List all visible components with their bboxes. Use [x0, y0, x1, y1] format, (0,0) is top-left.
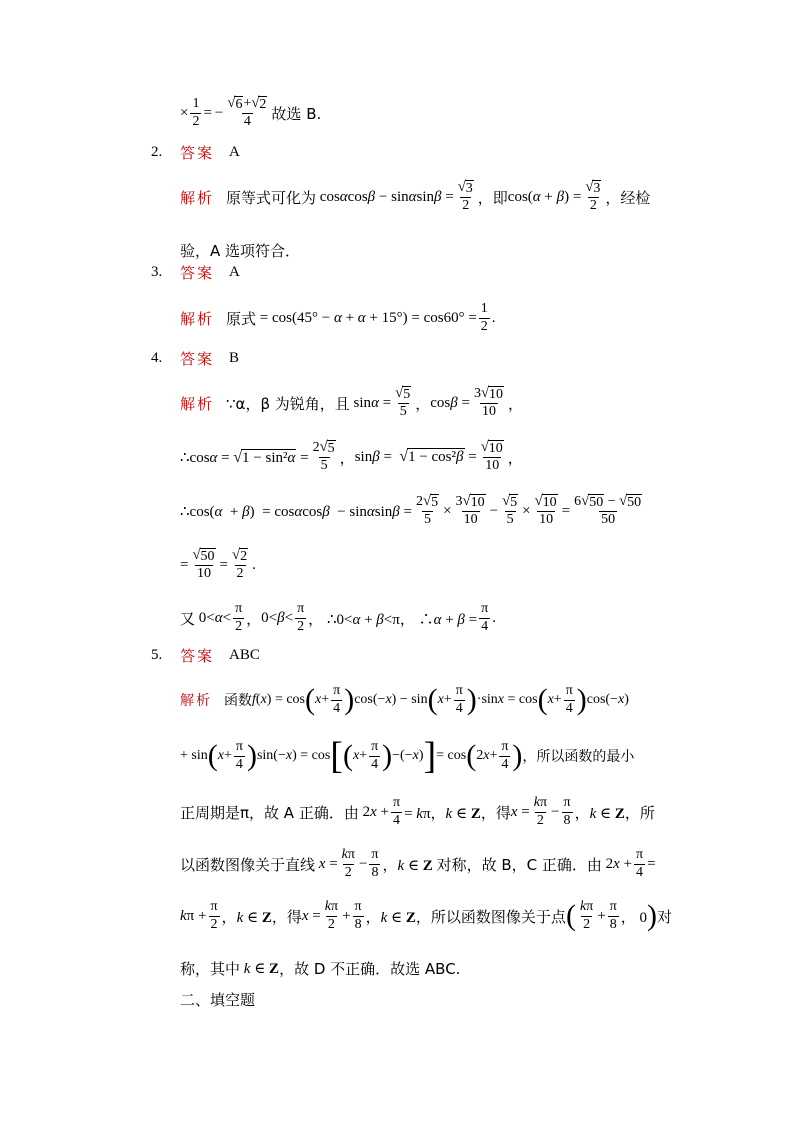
answer-value-4: B [229, 349, 240, 366]
top-formula-line: × $\frac{1}{2}$ = − √ 6 + √ 2 4 故选 B. [180, 95, 322, 130]
q5-p2: 以函数图像关于直线 [180, 855, 316, 874]
q5-sym: 对称，故 B，C 正确．由 [436, 855, 602, 874]
item-number-2: 2. [151, 143, 163, 160]
analysis-label-5: 解析 [180, 693, 212, 710]
q5-line5: kπ + $\frac{\pi}{2}$ ，k ∈ Z ，得 x = $\frac{k\pi}{2}$ + $\frac{\pi}{8}$ ，k ∈ Z ，所以函数图像关于点 ( $\frac{k\pi}{2}$ + $\frac{\pi}{8}$ ， 0 ) 对 [180, 899, 673, 933]
answer-value-5: ABC [229, 646, 260, 663]
item-number-5: 5. [151, 646, 163, 663]
q5-get2: ，得 [271, 907, 302, 926]
q5-get: ，得 [480, 803, 511, 822]
q5-min: ，所以函数的最小 [522, 749, 635, 766]
answer-label-3: 答案 [180, 263, 215, 282]
analysis-line-5: 解析 函数 f(x) = cos ( x + $\frac{\pi}{4}$ ) cos(−x) − sin ( x + $\frac{\pi}{4}$ ) ·sinx = cos ( x + $\frac{\pi}{4}$ ) cos(−x) [180, 683, 629, 717]
answer-label-2: 答案 [180, 143, 215, 162]
section-heading: 二、填空题 [180, 991, 256, 1009]
q5-func: 函数 [224, 693, 252, 710]
q5-p3b: ，故 D 不正确．故选 ABC. [279, 960, 461, 978]
analysis-line-2: 解析 原等式可化为 cosαcosβ − sinαsinβ = √ 3 2 ，即 cos(α + β) = √ 3 2 ，经检 [180, 179, 651, 214]
item-number-3: 3. [151, 263, 163, 280]
item-number-4: 4. [151, 349, 163, 366]
answer-label-4: 答案 [180, 349, 215, 368]
q5-point: ，所以函数图像关于点 [415, 907, 566, 926]
analysis-label-4: 解析 [180, 394, 215, 413]
q5-line3: 正周期是π，故 A 正确．由 2x + $\frac{\pi}{4}$ = kπ，k ∈ Z ，得 x = $\frac{k\pi}{2}$ − $\frac{\pi}{8}$ ，k ∈ Z ，所 [180, 795, 655, 828]
q5-line4: 以函数图像关于直线 x = $\frac{k\pi}{2}$ − $\frac{\pi}{8}$ ，k ∈ Z 对称，故 B，C 正确．由 2x + $\frac{\pi}{4}$ = [180, 847, 656, 880]
q4-intro: ∵α，β 为锐角，且 [226, 394, 350, 413]
q5-p3: 称，其中 [180, 960, 241, 978]
analysis-line-3: 解析 原式 = cos(45° − α + α + 15°) = cos60° = $\frac{1}{2}$ . [180, 301, 496, 334]
top-tail-text: 故选 B. [271, 104, 322, 123]
q5-line2: + sin ( x + $\frac{\pi}{4}$ ) sin(−x) = cos [ ( x + $\frac{\pi}{4}$ ) −(−x) ] = cos ( 2 x + $\frac{\pi}{4}$ ) ，所以函数的最小 [180, 734, 635, 777]
q2-mid: ，即 [477, 188, 508, 207]
q5-line6: 称，其中 k ∈ Z ，故 D 不正确．故选 ABC. [180, 960, 461, 978]
q5-p1: 正周期是π，故 A 正确．由 [180, 803, 359, 822]
analysis-label-3: 解析 [180, 309, 215, 328]
q4-line2: ∴cosα = √ 1 − sin²α = 2 √ 5 5 ， sinβ = √ 1 − cos²β = √ 10 10 ， [180, 439, 523, 474]
q5-dui: 对 [657, 907, 673, 926]
q4-and: 又 [180, 609, 196, 628]
q5-so: ，所 [624, 803, 655, 822]
q4-line5: 又 0<α< $\frac{\pi}{2}$ ， 0<β< $\frac{\pi}{2}$ ， ∴0<α + β<π， ∴α + β = $\frac{\pi}{4}$ . [180, 601, 496, 634]
q2-tail: ，经检 [605, 188, 651, 207]
analysis-label-2: 解析 [180, 188, 215, 207]
q3-intro: 原式 [226, 309, 257, 328]
analysis-line-4: 解析 ∵α，β 为锐角，且 sinα = √ 5 5 ， cosβ = 3 √ 10 10 ， [180, 385, 524, 420]
q4-line3: ∴cos(α + β) = cosαcosβ − sinαsinβ = 2 √ 5 5 × 3 √ 10 10 − √ 5 5 × √ 10 10 = 6 √ 50 − √ 50 50 [180, 493, 642, 528]
answer-label-5: 答案 [180, 646, 215, 665]
answer-value-3: A [229, 263, 240, 280]
q2-line2: 验，A 选项符合． [180, 242, 301, 260]
q2-intro: 原等式可化为 [226, 188, 317, 207]
answer-value-2: A [229, 143, 240, 160]
q4-line4: = √ 50 10 = √ 2 2 . [180, 547, 256, 582]
